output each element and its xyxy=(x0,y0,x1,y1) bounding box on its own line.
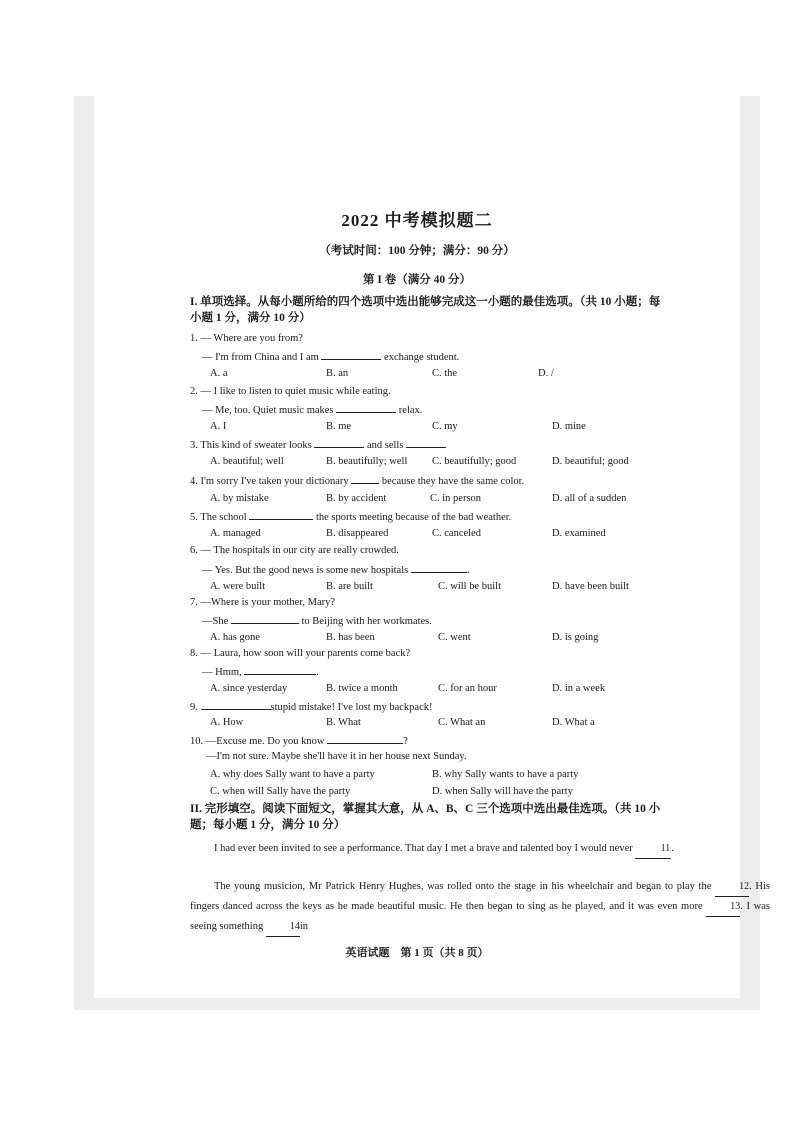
q9-number: 9. xyxy=(190,702,198,713)
option-a: A. by mistake xyxy=(210,493,269,504)
option-b: B. why Sally wants to have a party xyxy=(432,769,579,780)
answer-blank xyxy=(351,473,379,484)
option-b: B. me xyxy=(326,421,352,432)
option-c: C. went xyxy=(438,632,471,643)
option-c: C. for an hour xyxy=(438,683,497,694)
q4-stem xyxy=(190,473,524,488)
q2-line2-tail: relax. xyxy=(398,405,423,416)
option-c: C. in person xyxy=(430,493,482,504)
option-b: B. disappeared xyxy=(326,528,389,539)
q8-stem: 8. — Laura, how soon will your parents come back? xyxy=(190,648,411,659)
q6-line2 xyxy=(202,562,469,577)
passage-text: . His fingers danced across the keys as he made beautiful music. He then began to sing as he played, and it was even more xyxy=(190,881,770,912)
option-d: D. mine xyxy=(552,421,586,432)
q8-line2 xyxy=(202,664,319,679)
exam-title: 2022 中考模拟题二 xyxy=(341,211,493,230)
q3-text: 3. This kind of sweater looks xyxy=(190,440,312,451)
answer-blank xyxy=(406,437,446,448)
option-a: A. I xyxy=(210,421,227,432)
exam-page xyxy=(94,96,771,998)
q3-text-2: and sells xyxy=(366,440,404,451)
q1-line2-text: — I'm from China and I am xyxy=(202,352,319,363)
q6-period: . xyxy=(466,565,470,576)
option-a: A. why does Sally want to have a party xyxy=(210,769,375,780)
q10-stem xyxy=(190,733,408,748)
answer-blank xyxy=(201,699,271,710)
q1-stem: 1. — Where are you from? xyxy=(190,333,303,344)
option-d: D. all of a sudden xyxy=(552,493,627,504)
option-d: D. when Sally will have the party xyxy=(432,786,573,797)
option-a: A. beautiful; well xyxy=(210,456,284,467)
cloze-blank-14: 14 xyxy=(266,917,300,937)
q9-text: stupid mistake! I've lost my backpack! xyxy=(270,702,433,713)
option-d: D. / xyxy=(538,368,554,379)
q1-line2 xyxy=(202,349,459,364)
option-a: A. a xyxy=(210,368,228,379)
option-a: A. since yesterday xyxy=(210,683,288,694)
q2-line2-text: — Me, too. Quiet music makes xyxy=(202,405,334,416)
part-one-title: 第 I 卷（满分 40 分） xyxy=(363,274,471,286)
option-c: C. What an xyxy=(438,717,486,728)
option-b: B. has been xyxy=(326,632,375,643)
section-two-heading: II. 完形填空。阅读下面短文，掌握其大意，从 A、B、C 三个选项中选出最佳选项。（共 10 小题；每小题 1 分，满分 10 分） xyxy=(190,803,661,831)
cloze-blank-13: 13 xyxy=(706,897,740,917)
q10-qmark: ? xyxy=(403,736,408,747)
q10-text: 10. —Excuse me. Do you know xyxy=(190,736,325,747)
answer-blank xyxy=(321,349,381,360)
q7-line2-tail: to Beijing with her workmates. xyxy=(301,616,432,627)
q2-stem: 2. — I like to listen to quiet music while eating. xyxy=(190,386,391,397)
page-footer: 英语试题 第 1 页（共 8 页） xyxy=(345,947,489,959)
q5-stem xyxy=(190,509,511,524)
cloze-blank-11: 11 xyxy=(635,839,671,859)
passage-text: The young musicion, Mr Patrick Henry Hughes, was rolled onto the stage in his wheelchair and began to play the xyxy=(214,881,712,892)
answer-blank xyxy=(249,509,313,520)
option-c: C. the xyxy=(432,368,458,379)
q9-stem xyxy=(190,699,432,714)
option-b: B. an xyxy=(326,368,349,379)
passage-paragraph-1: I had ever been invited to see a performance. That day I met a brave and talented boy I would never 11. xyxy=(190,839,770,859)
exam-time-info: （考试时间：100 分钟；满分：90 分） xyxy=(319,245,515,257)
option-d: D. beautiful; good xyxy=(552,456,629,467)
passage-text: . I was seeing something xyxy=(190,901,771,932)
answer-blank xyxy=(336,402,396,413)
q8-line2-text: — Hmm, xyxy=(202,667,242,678)
option-c: C. will be built xyxy=(438,581,501,592)
option-a: A. managed xyxy=(210,528,261,539)
option-a: A. has gone xyxy=(210,632,260,643)
q1-line2-tail: exchange student. xyxy=(384,352,460,363)
answer-blank xyxy=(231,613,299,624)
q4-text-2: because they have the same color. xyxy=(381,476,525,487)
q2-line2 xyxy=(202,402,422,417)
passage-paragraph-2 xyxy=(190,877,770,937)
option-c: C. beautifully; good xyxy=(432,456,517,467)
option-c: C. when will Sally have the party xyxy=(210,786,351,797)
q7-line2 xyxy=(202,613,432,628)
option-d: D. have been built xyxy=(552,581,629,592)
option-a: A. How xyxy=(210,717,244,728)
option-d: D. examined xyxy=(552,528,606,539)
answer-blank xyxy=(244,664,316,675)
q5-text: 5. The school xyxy=(190,512,247,523)
cloze-blank-12: 12 xyxy=(715,877,749,897)
q8-period: . xyxy=(316,667,319,678)
option-b: B. are built xyxy=(326,581,373,592)
section-one-heading: I. 单项选择。从每小题所给的四个选项中选出能够完成这一小题的最佳选项。（共 10 小题；每小题 1 分，满分 10 分） xyxy=(190,296,661,324)
q5-text-2: the sports meeting because of the bad weather. xyxy=(315,512,512,523)
passage-text: in xyxy=(299,921,308,932)
answer-blank xyxy=(314,437,364,448)
answer-blank xyxy=(411,562,467,573)
q3-stem xyxy=(190,437,446,452)
q10-line2: —I'm not sure. Maybe she'll have it in her house next Sunday. xyxy=(206,751,467,762)
q6-line2-text: — Yes. But the good news is some new hospitals xyxy=(202,565,409,576)
option-b: B. by accident xyxy=(326,493,387,504)
option-d: D. What a xyxy=(552,717,595,728)
q4-text: 4. I'm sorry I've taken your dictionary xyxy=(190,476,349,487)
option-c: C. canceled xyxy=(432,528,481,539)
option-c: C. my xyxy=(432,421,458,432)
q7-stem: 7. —Where is your mother, Mary? xyxy=(190,597,336,608)
option-b: B. What xyxy=(326,717,361,728)
option-d: D. is going xyxy=(552,632,599,643)
q6-stem: 6. — The hospitals in our city are really crowded. xyxy=(190,545,399,556)
option-a: A. were built xyxy=(210,581,266,592)
answer-blank xyxy=(327,733,403,744)
option-d: D. in a week xyxy=(552,683,606,694)
q7-line2-text: —She xyxy=(202,616,229,627)
option-b: B. beautifully; well xyxy=(326,456,408,467)
option-b: B. twice a month xyxy=(326,683,398,694)
passage-text: I had ever been invited to see a performance. That day I met a brave and talented boy I would never xyxy=(214,843,633,854)
